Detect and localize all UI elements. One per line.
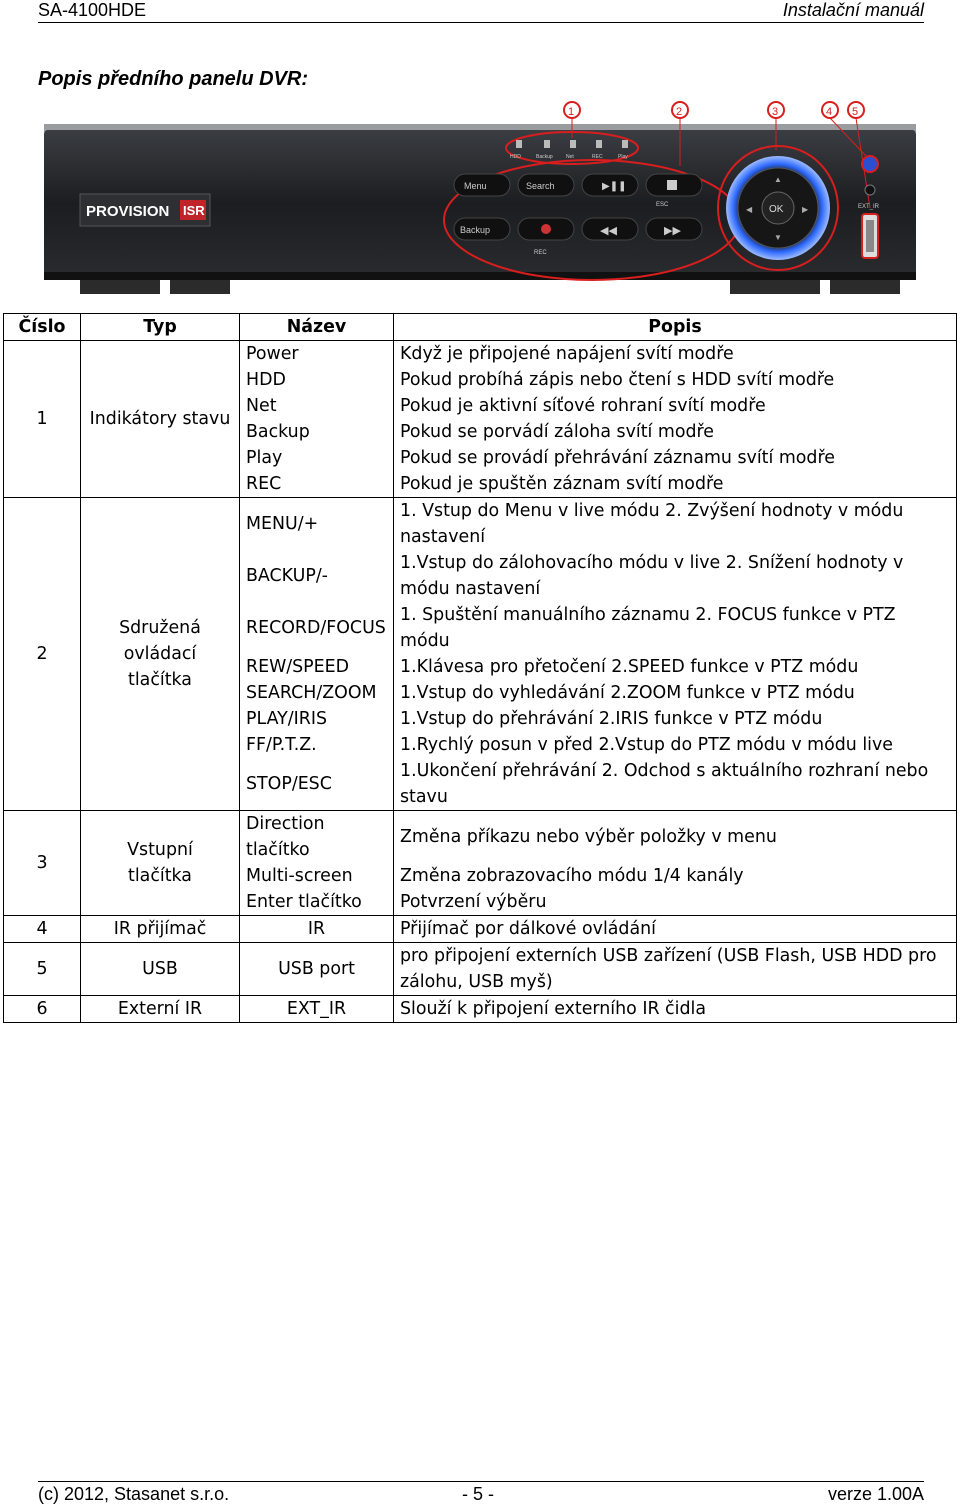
svg-text:◀◀: ◀◀	[600, 225, 617, 237]
table-header-row	[4, 314, 957, 341]
led-hdd	[516, 140, 522, 148]
item-name: STOP/ESC	[240, 758, 394, 811]
col-header-description: Popis	[394, 314, 957, 341]
front-panel-table	[3, 313, 957, 1023]
item-name: MENU/+	[240, 498, 394, 551]
item-name: HDD	[240, 367, 394, 393]
item-description: Potvrzení výběru	[394, 889, 957, 916]
group-type: USB	[81, 943, 240, 996]
item-name: Play	[240, 445, 394, 471]
item-description: 1.Ukončení přehrávání 2. Odchod s aktuálního rozhraní nebo stavu	[394, 758, 957, 811]
brand-logo: PROVISION	[86, 203, 170, 220]
item-name: REC	[240, 471, 394, 498]
item-description: Pokud je aktivní síťové rohraní svítí modře	[394, 393, 957, 419]
item-name: EXT_IR	[240, 996, 394, 1023]
footer-version: verze 1.00A	[827, 1484, 924, 1504]
page-number: - 5 -	[462, 1484, 495, 1504]
svg-text:▶: ▶	[802, 205, 809, 214]
svg-text:Menu: Menu	[464, 181, 487, 191]
item-name: BACKUP/-	[240, 550, 394, 602]
item-description: Přijímač por dálkové ovládání	[394, 916, 957, 943]
item-description: Když je připojené napájení svítí modře	[394, 341, 957, 368]
led-play	[622, 140, 628, 148]
svg-text:2: 2	[676, 106, 683, 118]
item-description: 1. Vstup do Menu v live módu 2. Zvýšení hodnoty v módu nastavení	[394, 498, 957, 551]
item-name: PLAY/IRIS	[240, 706, 394, 732]
svg-text:◀: ◀	[746, 205, 753, 214]
table-row	[4, 996, 957, 1023]
svg-text:5: 5	[852, 106, 859, 118]
svg-text:OK: OK	[769, 204, 784, 215]
item-name: FF/P.T.Z.	[240, 732, 394, 758]
item-description: Pokud se provádí přehrávání záznamu svítí modře	[394, 445, 957, 471]
item-name: IR	[240, 916, 394, 943]
item-description: 1. Spuštění manuálního záznamu 2. FOCUS funkce v PTZ módu	[394, 602, 957, 654]
table-row	[4, 943, 957, 996]
table-row	[4, 498, 957, 551]
foot-left	[80, 280, 160, 294]
item-name: RECORD/FOCUS	[240, 602, 394, 654]
led-net	[570, 140, 576, 148]
group-number: 4	[4, 916, 81, 943]
led-rec	[596, 140, 602, 148]
item-name: SEARCH/ZOOM	[240, 680, 394, 706]
item-description: Slouží k připojení externího IR čidla	[394, 996, 957, 1023]
item-description: 1.Vstup do přehrávání 2.IRIS funkce v PTZ módu	[394, 706, 957, 732]
svg-text:▼: ▼	[774, 233, 782, 242]
item-description: 1.Klávesa pro přetočení 2.SPEED funkce v PTZ módu	[394, 654, 957, 680]
section-title: Popis předního panelu DVR:	[38, 68, 309, 90]
group-number: 3	[4, 811, 81, 916]
table-row	[4, 341, 957, 368]
item-name: Multi-screen	[240, 863, 394, 889]
page-footer	[38, 1481, 924, 1504]
item-description: Změna zobrazovacího módu 1/4 kanály	[394, 863, 957, 889]
group-type: Externí IR	[81, 996, 240, 1023]
led-backup	[544, 140, 550, 148]
svg-text:ESC: ESC	[656, 202, 669, 208]
svg-text:EXT_IR: EXT_IR	[858, 204, 880, 210]
svg-text:REC: REC	[592, 154, 603, 160]
item-description: Pokud se porvádí záloha svítí modře	[394, 419, 957, 445]
svg-text:Search: Search	[526, 181, 555, 191]
svg-text:4: 4	[826, 106, 833, 118]
group-type: Sdružená ovládací tlačítka	[81, 498, 240, 811]
item-name: Backup	[240, 419, 394, 445]
brand-logo-suffix: ISR	[183, 203, 205, 218]
group-type: Vstupní tlačítka	[81, 811, 240, 916]
table-row	[4, 916, 957, 943]
group-number: 6	[4, 996, 81, 1023]
svg-text:1: 1	[568, 106, 575, 118]
item-description: 1.Vstup do zálohovacího módu v live 2. Snížení hodnoty v módu nastavení	[394, 550, 957, 602]
svg-text:Net: Net	[566, 154, 574, 160]
item-description: Pokud je spuštěn záznam svítí modře	[394, 471, 957, 498]
item-name: Power	[240, 341, 394, 368]
item-name: Enter tlačítko	[240, 889, 394, 916]
svg-text:Backup: Backup	[536, 154, 553, 160]
item-description: pro připojení externích USB zařízení (USB Flash, USB HDD pro zálohu, USB myš)	[394, 943, 957, 996]
group-type: IR přijímač	[81, 916, 240, 943]
group-number: 1	[4, 341, 81, 498]
group-number: 2	[4, 498, 81, 811]
svg-text:Backup: Backup	[460, 225, 491, 235]
item-description: 1.Vstup do vyhledávání 2.ZOOM funkce v PTZ módu	[394, 680, 957, 706]
item-description: 1.Rychlý posun v před 2.Vstup do PTZ módu v módu live	[394, 732, 957, 758]
group-number: 5	[4, 943, 81, 996]
col-header-name: Název	[240, 314, 394, 341]
svg-text:3: 3	[772, 106, 779, 118]
svg-text:REC: REC	[534, 250, 547, 256]
ir-receiver	[862, 156, 878, 172]
col-header-number: Číslo	[4, 314, 81, 341]
doc-title: Instalační manuál	[782, 0, 924, 20]
dvr-front-panel-image	[40, 96, 920, 306]
ext-ir-port	[865, 185, 875, 195]
footer-copyright: (c) 2012, Stasanet s.r.o.	[38, 1484, 230, 1504]
item-name: Net	[240, 393, 394, 419]
page-header	[38, 0, 924, 23]
svg-text:▶▶: ▶▶	[664, 225, 681, 237]
svg-text:▲: ▲	[774, 175, 782, 184]
svg-text:HDD: HDD	[510, 154, 521, 160]
svg-text:▶❚❚: ▶❚❚	[602, 181, 627, 192]
item-name: REW/SPEED	[240, 654, 394, 680]
col-header-type: Typ	[81, 314, 240, 341]
table-row	[4, 811, 957, 864]
item-name: USB port	[240, 943, 394, 996]
item-description: Změna příkazu nebo výběr položky v menu	[394, 811, 957, 864]
item-description: Pokud probíhá zápis nebo čtení s HDD svítí modře	[394, 367, 957, 393]
item-name: Direction tlačítko	[240, 811, 394, 864]
doc-model: SA-4100HDE	[38, 0, 147, 20]
group-type: Indikátory stavu	[81, 341, 240, 498]
svg-text:Play: Play	[618, 154, 628, 160]
